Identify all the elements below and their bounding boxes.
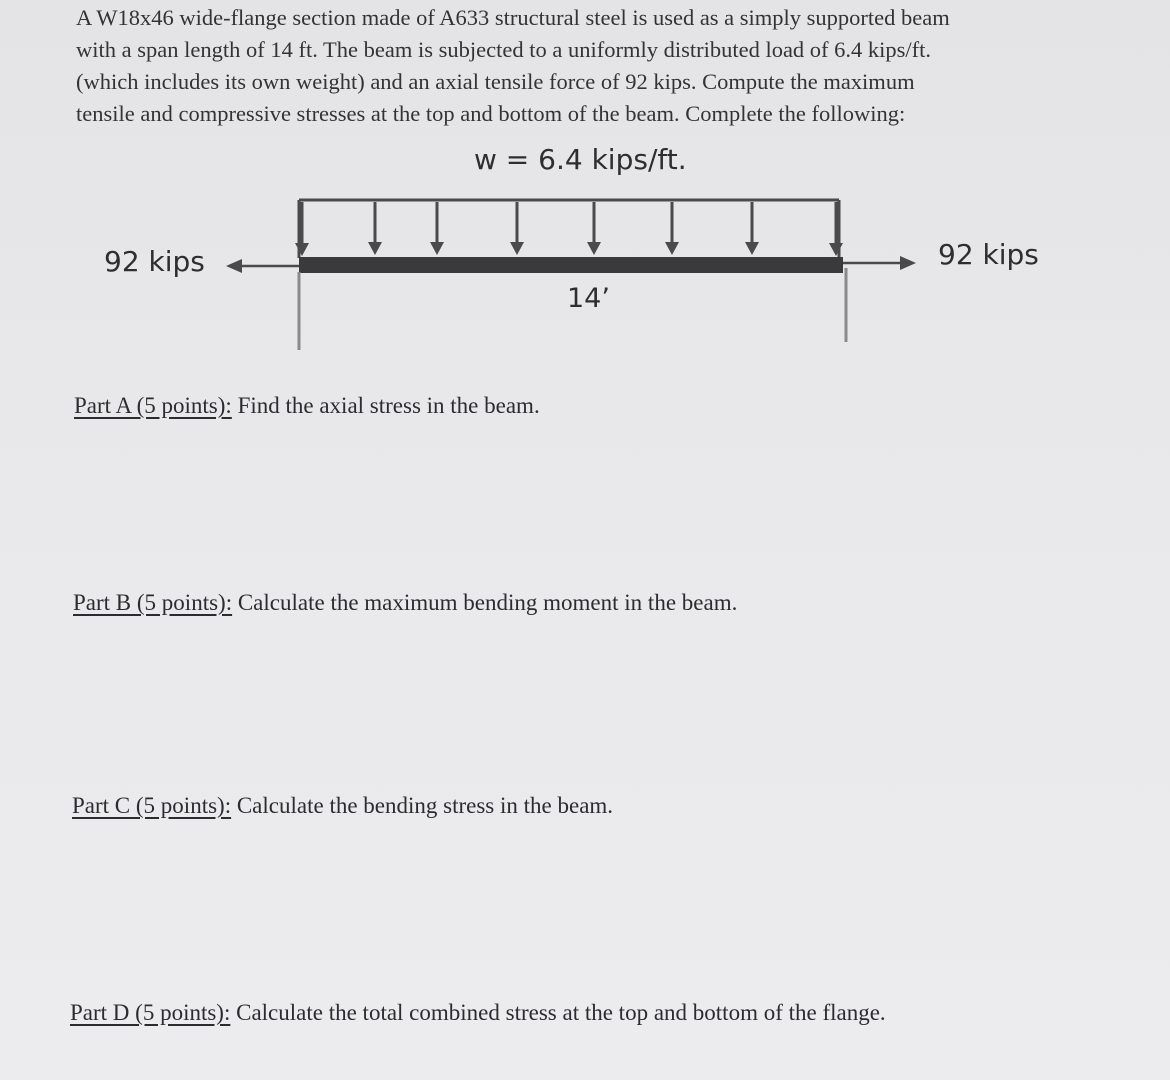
problem-line: (which includes its own weight) and an axial tensile force of 92 kips. Compute the maximum <box>76 69 915 94</box>
part-a-label: Part A (5 points): <box>74 393 232 418</box>
part-b-label: Part B (5 points): <box>73 590 233 615</box>
load-arrow-icon <box>510 202 524 255</box>
part-d <box>70 1000 886 1026</box>
part-b-text: Calculate the maximum bending moment in the beam. <box>232 590 738 615</box>
distributed-load-arrows <box>295 202 843 256</box>
load-arrow-icon <box>745 202 759 255</box>
problem-line: with a span length of 14 ft. The beam is subjected to a uniformly distributed load of 6.4 kips/ft. <box>76 37 932 62</box>
part-d-label: Part D (5 points): <box>70 1000 231 1025</box>
right-axial-force-label: 92 kips <box>938 238 1039 271</box>
load-arrow-icon <box>665 202 679 255</box>
part-b <box>73 590 737 616</box>
part-d-text: Calculate the total combined stress at the top and bottom of the flange. <box>230 1000 886 1025</box>
problem-line: A W18x46 wide-flange section made of A633 structural steel is used as a simply supported beam <box>76 5 950 30</box>
distributed-load-label: w = 6.4 kips/ft. <box>474 143 687 176</box>
span-length-label: 14’ <box>567 283 610 314</box>
part-c-label: Part C (5 points): <box>72 793 232 818</box>
left-axial-force-label: 92 kips <box>104 245 205 278</box>
right-axial-force-arrow-icon <box>843 256 916 270</box>
left-axial-force-arrow-icon <box>226 259 299 273</box>
load-arrow-icon <box>829 202 843 256</box>
problem-line: tensile and compressive stresses at the top and bottom of the beam. Complete the following: <box>76 101 906 126</box>
load-arrow-icon <box>587 202 601 255</box>
beam <box>299 257 843 273</box>
load-arrow-icon <box>430 202 444 255</box>
part-c <box>72 793 613 819</box>
load-arrow-icon <box>295 202 309 256</box>
load-arrow-icon <box>368 202 382 255</box>
part-c-text: Calculate the bending stress in the beam. <box>231 793 614 818</box>
part-a-text: Find the axial stress in the beam. <box>231 393 540 418</box>
part-a <box>74 393 540 419</box>
beam-diagram <box>0 0 1170 400</box>
